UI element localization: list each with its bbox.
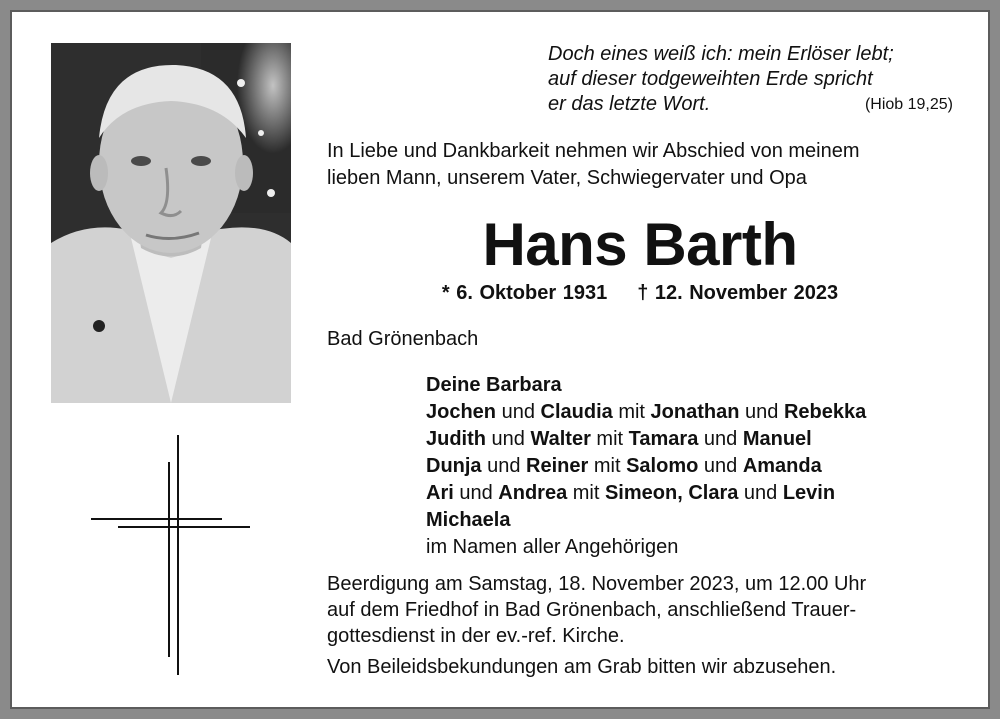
mourner-line xyxy=(426,426,966,453)
mourners-list xyxy=(426,372,966,561)
mourner-name: Rebekka xyxy=(783,401,867,423)
intro-line: In Liebe und Dankbarkeit nehmen wir Abschied von meinem xyxy=(327,140,860,162)
deceased-name: Hans Barth xyxy=(482,211,798,278)
funeral-line: gottesdienst in der ev.-ref. Kirche. xyxy=(327,625,625,647)
birth-date: * 6. Oktober 1931 xyxy=(441,282,608,304)
mourner-line xyxy=(426,507,966,534)
funeral-line: auf dem Friedhof in Bad Grönenbach, anschließend Trauer- xyxy=(327,599,857,621)
condolence-note: Von Beileidsbekundungen am Grab bitten wir abzusehen. xyxy=(327,656,837,678)
connector-text: im Namen aller Angehörigen xyxy=(426,536,679,558)
connector-text: und xyxy=(698,428,743,450)
connector-text: und xyxy=(486,428,531,450)
connector-text: und xyxy=(698,455,743,477)
mourner-line xyxy=(426,399,966,426)
quote-line: er das letzte Wort. xyxy=(548,93,711,115)
mourner-name: Levin xyxy=(782,482,836,504)
funeral-line: Beerdigung am Samstag, 18. November 2023, um 12.00 Uhr xyxy=(327,573,867,595)
portrait-photo-image xyxy=(51,43,291,403)
connector-text: und xyxy=(739,401,784,423)
intro-line: lieben Mann, unserem Vater, Schwiegervater und Opa xyxy=(327,167,807,189)
connector-text: mit xyxy=(567,482,605,504)
mourner-line xyxy=(426,372,966,399)
mourner-name: Jonathan xyxy=(650,401,740,423)
connector-text: und xyxy=(481,455,527,477)
mourner-line xyxy=(426,480,966,507)
mourner-name: Judith xyxy=(426,428,486,450)
connector-text: mit xyxy=(612,401,651,423)
death-date: † 12. November 2023 xyxy=(637,282,839,304)
residence-place: Bad Grönenbach xyxy=(327,328,479,350)
mourner-name: Michaela xyxy=(426,509,511,531)
cross-icon xyxy=(88,432,253,677)
connector-text: mit xyxy=(588,455,627,477)
mourner-name: Jochen xyxy=(426,401,497,423)
mourner-line xyxy=(426,534,966,561)
mourner-line xyxy=(426,453,966,480)
quote-reference: (Hiob 19,25) xyxy=(864,96,953,113)
mourner-name: Ari xyxy=(426,482,454,504)
quote-line: auf dieser todgeweihten Erde spricht xyxy=(548,68,873,90)
mourner-name: Tamara xyxy=(628,428,699,450)
mourner-name: Amanda xyxy=(742,455,822,477)
intro-text xyxy=(327,138,967,192)
connector-text: mit xyxy=(590,428,629,450)
mourner-name: Claudia xyxy=(540,401,613,423)
mourner-name: Andrea xyxy=(498,482,568,504)
mourner-name: Dunja xyxy=(426,455,482,477)
mourner-name: Walter xyxy=(530,428,591,450)
funeral-info xyxy=(327,571,957,649)
connector-text: und xyxy=(496,401,541,423)
bible-quote xyxy=(548,42,958,117)
life-dates xyxy=(327,280,953,306)
portrait-photo xyxy=(51,43,291,403)
mourner-name: Salomo xyxy=(626,455,699,477)
connector-text: und xyxy=(453,482,499,504)
mourner-name: Manuel xyxy=(742,428,812,450)
mourner-name: Deine Barbara xyxy=(426,374,562,396)
mourner-name: Reiner xyxy=(526,455,589,477)
quote-line: Doch eines weiß ich: mein Erlöser lebt; xyxy=(548,43,894,65)
mourner-name: Simeon, Clara xyxy=(604,482,739,504)
connector-text: und xyxy=(738,482,783,504)
